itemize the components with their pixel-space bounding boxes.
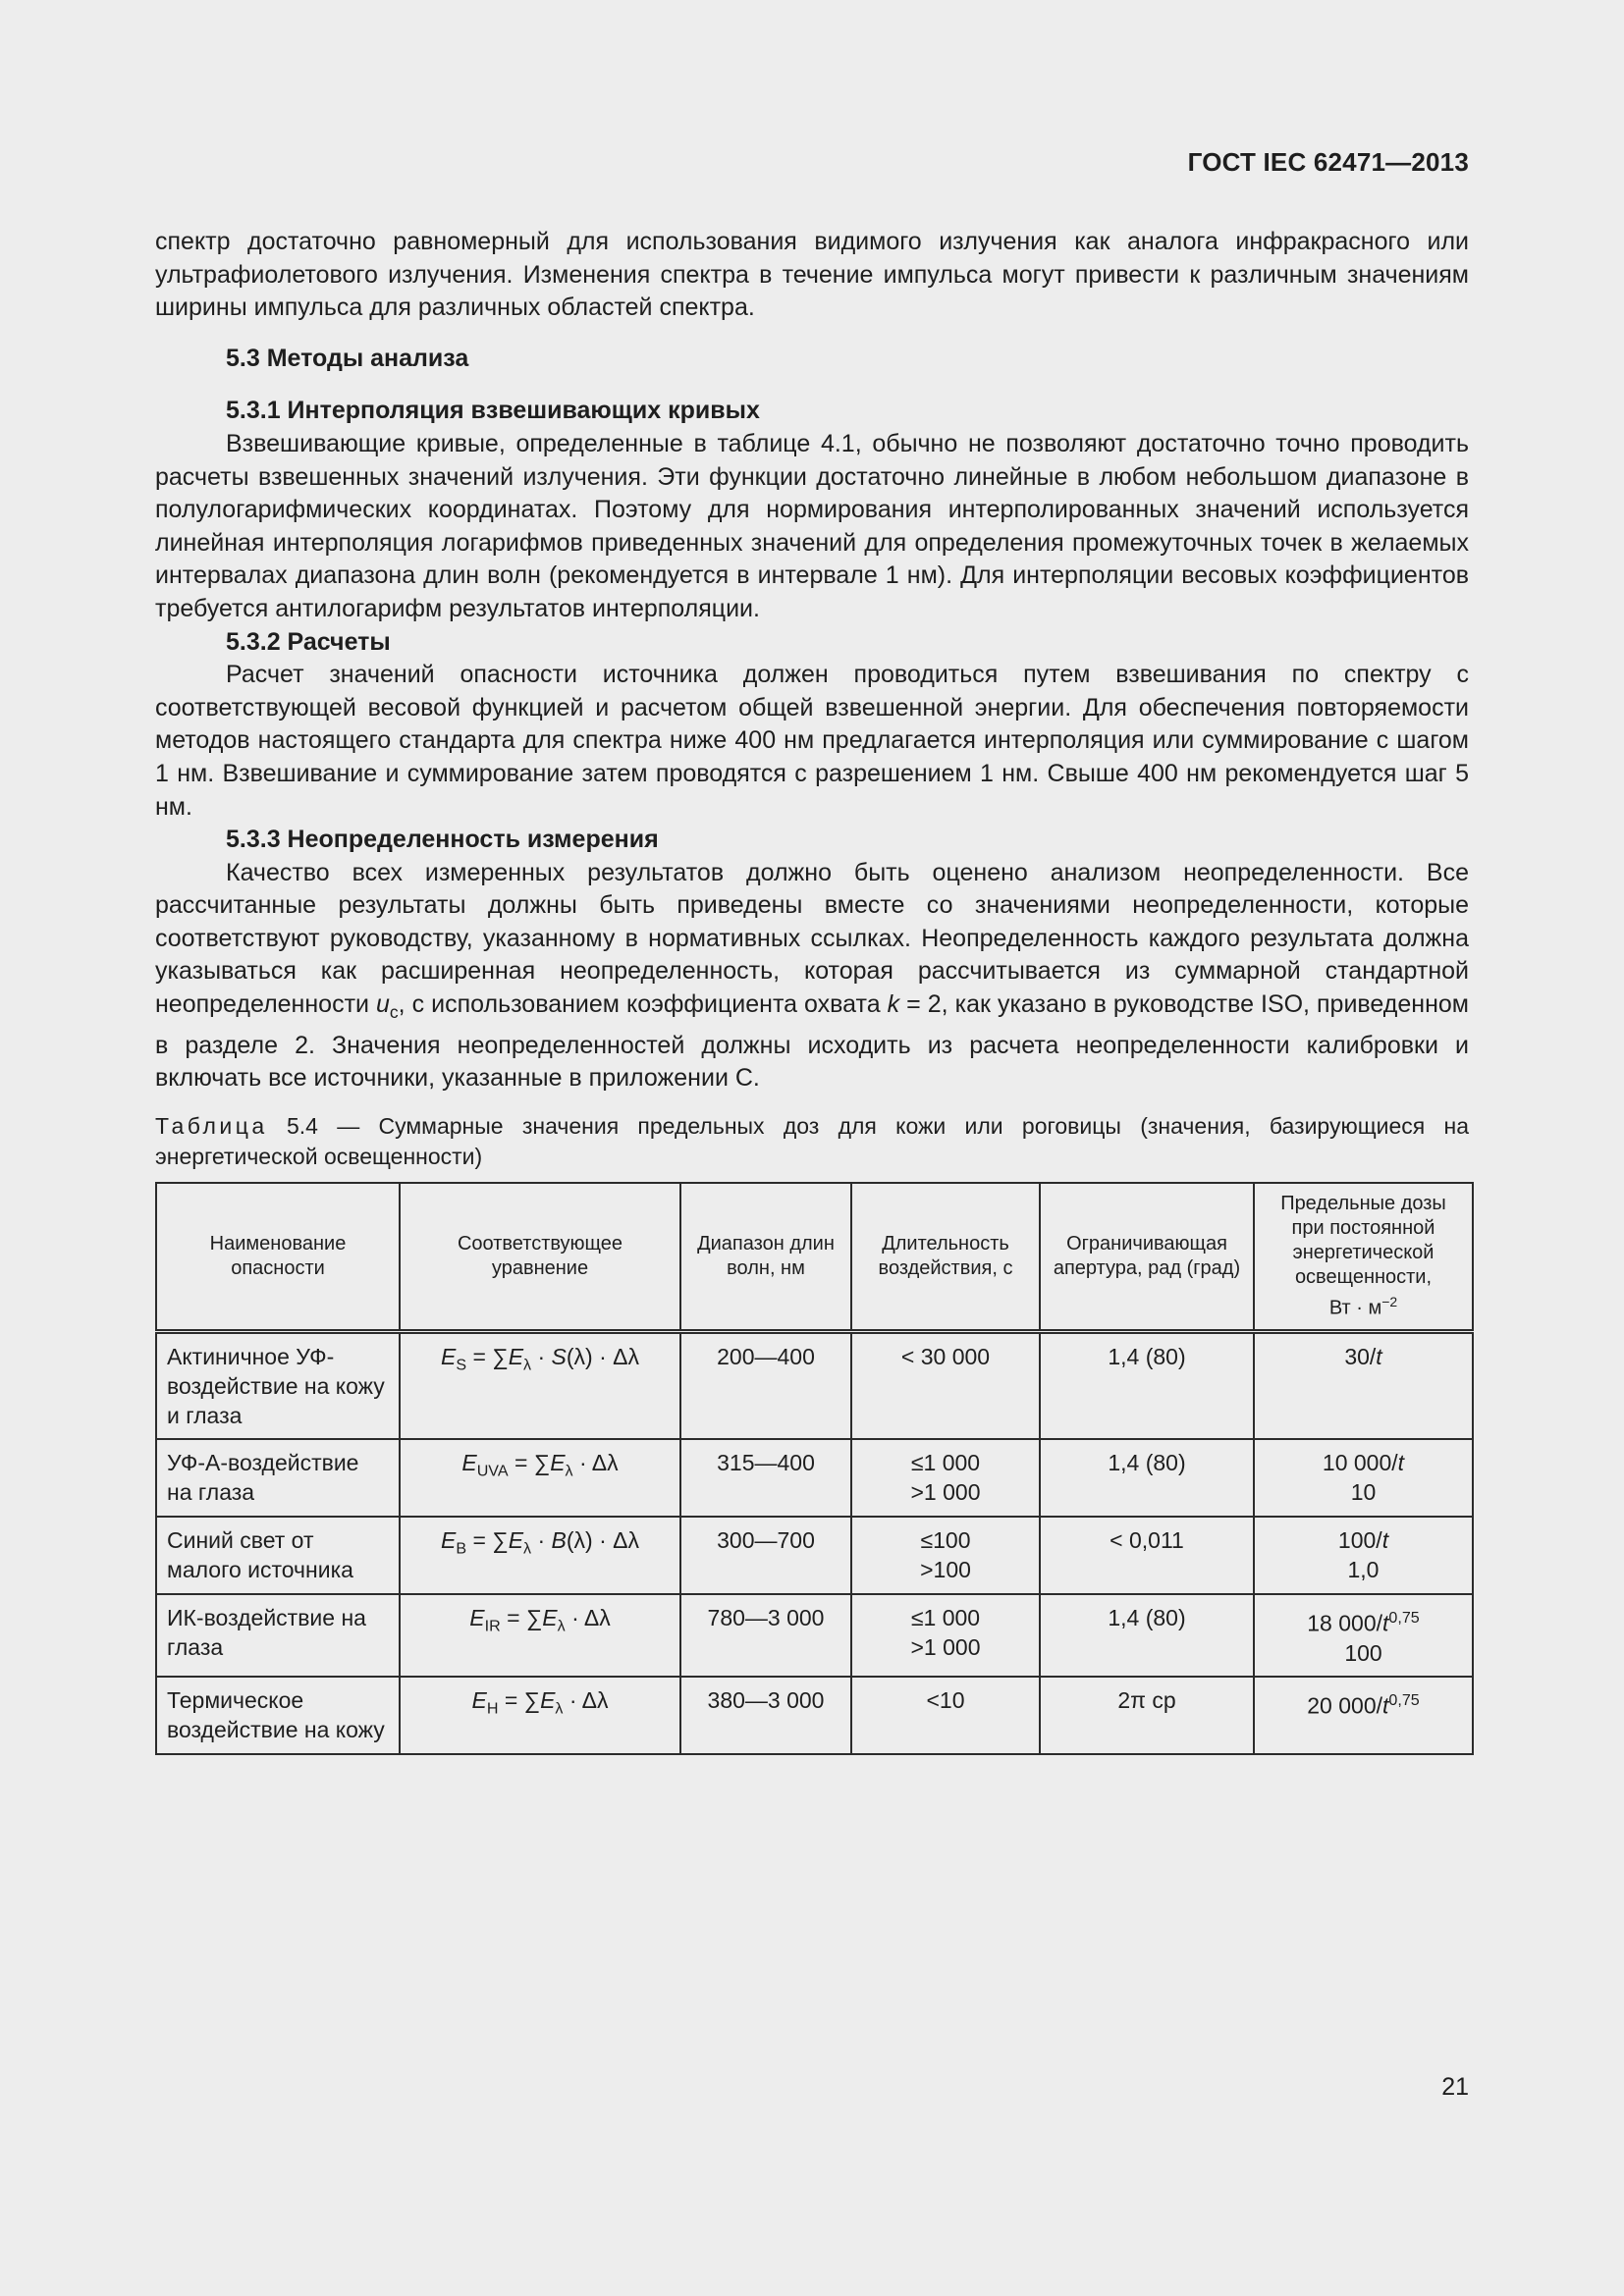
header-dose-limits-exp: −2	[1381, 1293, 1398, 1309]
limit-exp: 0,75	[1388, 1609, 1420, 1627]
limit-line: 10	[1350, 1479, 1377, 1505]
table-row	[156, 1517, 1473, 1594]
eq-part: · Δλ	[565, 1605, 611, 1630]
cell-equation	[400, 1439, 680, 1517]
section-5-3-3-heading: 5.3.3 Неопределенность измерения	[226, 826, 659, 854]
eq-var: E	[440, 1343, 457, 1369]
eq-sub: UVA	[476, 1462, 509, 1480]
cell-hazard-name: Синий свет от малого источника	[156, 1517, 400, 1594]
var-k: k	[887, 990, 900, 1019]
eq-part: = ∑	[498, 1686, 541, 1713]
eq-part: ·	[531, 1527, 552, 1553]
limit-line	[1265, 1448, 1462, 1477]
eq-sub: λ	[523, 1539, 532, 1558]
table-row	[156, 1677, 1473, 1754]
cell-limit	[1254, 1439, 1473, 1517]
eq-var: E	[540, 1686, 556, 1713]
table-header-row	[156, 1183, 1473, 1331]
duration-line: >1 000	[910, 1634, 981, 1660]
limit-exp: 0,75	[1388, 1690, 1420, 1709]
page-number: 21	[1441, 2073, 1469, 2101]
limit-var: t	[1382, 1610, 1389, 1636]
limit-line	[1265, 1525, 1462, 1555]
eq-part: (λ) · Δλ	[566, 1527, 639, 1553]
limit-value: 10 000/	[1322, 1450, 1398, 1475]
cell-aperture: < 0,011	[1040, 1517, 1254, 1594]
cell-hazard-name: Термическое воздействие на кожу	[156, 1677, 400, 1754]
cell-duration	[851, 1594, 1040, 1677]
table-caption-text: 5.4 — Суммарные значения предельных доз для кожи или роговицы (значения, базирующиеся на энергетической освещенности)	[155, 1112, 1469, 1169]
cell-range: 300—700	[680, 1517, 851, 1594]
eq-part: = ∑	[500, 1605, 543, 1630]
cell-equation	[400, 1677, 680, 1754]
cell-duration	[851, 1439, 1040, 1517]
eq-var: E	[508, 1527, 524, 1553]
eq-part: = ∑	[508, 1450, 551, 1475]
limit-value: 18 000/	[1307, 1610, 1383, 1636]
limit-value: 30/	[1344, 1343, 1377, 1369]
eq-sub: λ	[523, 1356, 532, 1374]
eq-part: ·	[531, 1343, 552, 1369]
header-wavelength-range: Диапазон длин волн, нм	[680, 1183, 851, 1331]
eq-var: E	[550, 1450, 566, 1475]
cell-limit	[1254, 1517, 1473, 1594]
eq-fn: B	[551, 1527, 567, 1553]
table-row	[156, 1331, 1473, 1439]
cell-range: 200—400	[680, 1331, 851, 1439]
cell-hazard-name: Актиничное УФ-воздействие на кожу и глаза	[156, 1331, 400, 1439]
cell-equation	[400, 1331, 680, 1439]
cell-aperture: 2π ср	[1040, 1677, 1254, 1754]
eq-sub: B	[456, 1539, 467, 1558]
eq-sub: S	[456, 1356, 467, 1374]
cell-range: 380—3 000	[680, 1677, 851, 1754]
cell-limit	[1254, 1594, 1473, 1677]
header-dose-limits-unit: Вт · м	[1328, 1297, 1382, 1319]
cell-duration	[851, 1517, 1040, 1594]
cell-range: 315—400	[680, 1439, 851, 1517]
cell-aperture: 1,4 (80)	[1040, 1594, 1254, 1677]
duration-line: >1 000	[910, 1479, 981, 1505]
eq-part: = ∑	[466, 1343, 509, 1369]
header-exposure-duration: Длительность воздействия, с	[851, 1183, 1040, 1331]
table-caption-label: Таблица	[155, 1112, 268, 1139]
document-header: ГОСТ IEC 62471—2013	[1187, 147, 1469, 177]
section-5-3-3-text	[155, 857, 1469, 1095]
duration-line: ≤100	[920, 1527, 971, 1553]
table-caption	[155, 1111, 1469, 1172]
cell-hazard-name: ИК-воздействие на глаза	[156, 1594, 400, 1677]
cell-equation	[400, 1517, 680, 1594]
section-5-3-heading: 5.3 Методы анализа	[226, 344, 469, 372]
section-5-3-2-heading: 5.3.2 Расчеты	[226, 627, 391, 656]
limit-line	[1265, 1603, 1462, 1638]
cell-range: 780—3 000	[680, 1594, 851, 1677]
eq-part: (λ) · Δλ	[566, 1343, 639, 1369]
table-row	[156, 1439, 1473, 1517]
text-part: = 2, как указано в руководстве ISO, приведенном в разделе 2. Значения неопределенностей должны исходить из расчета неопределенности калибровки и включать все источники, указанные в приложении С.	[155, 990, 1469, 1093]
eq-part: = ∑	[466, 1527, 509, 1553]
section-5-3-1-heading: 5.3.1 Интерполяция взвешивающих кривых	[226, 397, 760, 425]
header-equation: Соответствующее уравнение	[400, 1183, 680, 1331]
limit-var: t	[1381, 1527, 1389, 1553]
sub-c: c	[389, 1002, 399, 1023]
cell-hazard-name: УФ-А-воздействие на глаза	[156, 1439, 400, 1517]
dose-limits-table	[155, 1182, 1474, 1755]
eq-part: · Δλ	[572, 1450, 619, 1475]
eq-sub: H	[486, 1699, 499, 1718]
intro-paragraph: спектр достаточно равномерный для использования видимого излучения как аналога инфракрасного или ультрафиолетового излучения. Изменения спектра в течение импульса могут привести к различным значениям ширины импульса для различных областей спектра.	[155, 228, 1469, 322]
cell-aperture: 1,4 (80)	[1040, 1331, 1254, 1439]
eq-sub: IR	[484, 1617, 501, 1635]
duration-line: >100	[920, 1557, 971, 1582]
eq-var: E	[542, 1605, 558, 1630]
eq-var: E	[461, 1450, 477, 1475]
duration-line: ≤1 000	[910, 1605, 981, 1630]
limit-var: t	[1397, 1450, 1405, 1475]
text-part: Качество всех измеренных результатов должно быть оценено анализом неопределенности. Все рассчитанные результаты должны быть приведены вместе со значениями неопределенности, которые соответствуют руководству, указанному в нормативных ссылках. Неопределенность каждого результата должна указываться как расширенная неопределенность, которая рассчитывается из суммарной стандартной неопределенности	[155, 858, 1469, 1019]
header-dose-limits-text: Предельные дозы при постоянной энергетической освещенности,	[1280, 1192, 1446, 1288]
table-row	[156, 1594, 1473, 1677]
document-body	[155, 226, 1469, 1755]
limit-value: 20 000/	[1307, 1692, 1383, 1719]
eq-sub: λ	[565, 1462, 573, 1480]
eq-part: · Δλ	[563, 1686, 609, 1713]
header-dose-limits	[1254, 1183, 1473, 1331]
text-part: , с использованием коэффициента охвата	[398, 990, 888, 1019]
cell-limit	[1254, 1677, 1473, 1754]
eq-sub: λ	[555, 1699, 564, 1718]
limit-var: t	[1382, 1692, 1389, 1719]
eq-fn: S	[551, 1343, 567, 1369]
duration-line: ≤1 000	[910, 1450, 981, 1475]
cell-aperture: 1,4 (80)	[1040, 1439, 1254, 1517]
header-hazard-name: Наименование опасности	[156, 1183, 400, 1331]
eq-var: E	[440, 1527, 457, 1553]
cell-duration: <10	[851, 1677, 1040, 1754]
header-aperture: Ограничивающая апертура, рад (град)	[1040, 1183, 1254, 1331]
eq-sub: λ	[557, 1617, 566, 1635]
eq-var: E	[469, 1605, 485, 1630]
section-5-3-2-text: Расчет значений опасности источника должен проводиться путем взвешивания по спектру с соответствующей весовой функцией и расчетом общей взвешенной энергии. Для обеспечения повторяемости методов настоящего стандарта для спектра ниже 400 нм предлагается интерполяция или суммирование с шагом 1 нм. Взвешивание и суммирование затем проводятся с разрешением 1 нм. Свыше 400 нм рекомендуется шаг 5 нм.	[155, 661, 1469, 821]
section-5-3-1-text: Взвешивающие кривые, определенные в таблице 4.1, обычно не позволяют достаточно точно проводить расчеты взвешенных значений излучения. Эти функции достаточно линейные в любом небольшом диапазоне в полулогарифмических координатах. Поэтому для нормирования интерполированных значений используется линейная интерполяция логарифмов приведенных значений для определения промежуточных точек в желаемых интервалах диапазона длин волн (рекомендуется в интервале 1 нм). Для интерполяции весовых коэффициентов требуется антилогарифм результатов интерполяции.	[155, 429, 1469, 622]
eq-var: E	[508, 1343, 524, 1369]
limit-var: t	[1376, 1343, 1382, 1369]
var-u: u	[376, 990, 390, 1019]
cell-limit	[1254, 1331, 1473, 1439]
limit-value: 100/	[1337, 1527, 1382, 1553]
limit-line: 100	[1344, 1639, 1382, 1666]
cell-duration: < 30 000	[851, 1331, 1040, 1439]
limit-line: 1,0	[1347, 1557, 1380, 1582]
cell-equation	[400, 1594, 680, 1677]
eq-var: E	[471, 1686, 487, 1713]
